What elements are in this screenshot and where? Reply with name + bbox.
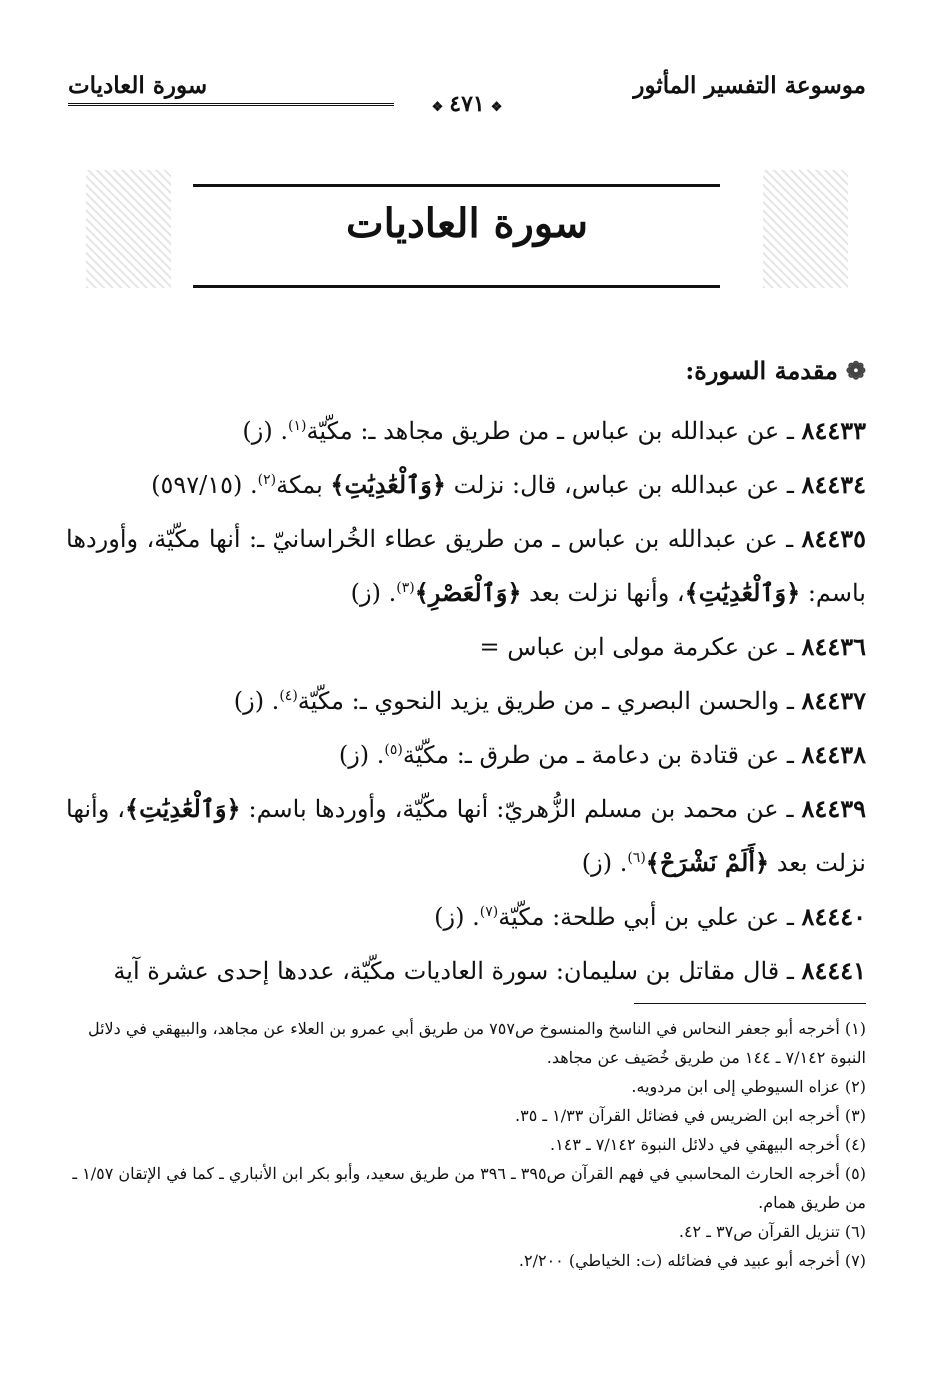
quran-citation: ﴿وَٱلْعَٰدِيَٰتِ﴾ bbox=[684, 578, 801, 607]
footnote: (١) أخرجه أبو جعفر النحاس في الناسخ والمنسوخ ص٧٥٧ من طريق أبي عمرو بن العلاء عن مجاهد، والبيهقي في دلائل النبوة ٧/١٤٢ ـ ١٤٤ من طريق خُصَيف عن مجاهد. bbox=[87, 1019, 866, 1067]
narration-text-cont: ، وأنها نزلت بعد bbox=[66, 795, 866, 877]
narration-source: . (٥٩٧/١٥) bbox=[151, 471, 258, 499]
narration-source: . (ز) bbox=[434, 903, 480, 931]
narration-source: . (ز) bbox=[350, 579, 397, 607]
footnotes bbox=[66, 1014, 866, 1275]
section-heading bbox=[685, 356, 866, 385]
narration-source: . (ز) bbox=[233, 687, 280, 715]
footnote-marker[interactable]: (٣) bbox=[396, 580, 415, 596]
footnote-marker[interactable]: (٥) bbox=[384, 742, 403, 758]
title-rule-top bbox=[193, 184, 720, 187]
narration-source: . (ز) bbox=[338, 741, 385, 769]
narration-source: . (ز) bbox=[242, 417, 288, 445]
ornament-icon: ❖ bbox=[490, 100, 503, 115]
narration-paragraph bbox=[66, 512, 866, 620]
footnote: (٤) أخرجه البيهقي في دلائل النبوة ٧/١٤٢ ـ ١٤٣. bbox=[550, 1135, 866, 1154]
narration-text: ـ والحسن البصري ـ من طريق يزيد النحوي ـ: مكّيّة bbox=[297, 687, 794, 715]
narration-number: ٨٤٤٣٤ bbox=[801, 470, 866, 499]
footnote-marker[interactable]: (١) bbox=[288, 418, 307, 434]
ornament-icon: ❖ bbox=[431, 100, 444, 115]
narration-paragraph bbox=[66, 944, 866, 998]
page-number-row bbox=[0, 91, 934, 117]
footnote: (٣) أخرجه ابن الضريس في فضائل القرآن ١/٣٣ ـ ٣٥. bbox=[515, 1106, 866, 1125]
narration-text: ـ قال مقاتل بن سليمان: سورة العاديات مكّيّة، عددها إحدى عشرة آية bbox=[113, 957, 794, 985]
surah-title: سورة العاديات bbox=[346, 200, 588, 247]
main-text bbox=[66, 404, 866, 998]
quran-citation: ﴿وَٱلْعَٰدِيَٰتِ﴾ bbox=[125, 794, 241, 823]
footnote: (٧) أخرجه أبو عبيد في فضائله (ت: الخياطي) ٢/٢٠٠. bbox=[518, 1251, 866, 1270]
narration-text: ـ عن محمد بن مسلم الزُّهريّ: أنها مكّيّة، وأوردها باسم: bbox=[248, 795, 794, 823]
quran-citation: ﴿وَٱلْعَصْرِ﴾ bbox=[414, 578, 522, 607]
footnote: (٦) تنزيل القرآن ص٣٧ ـ ٤٢. bbox=[678, 1222, 866, 1241]
title-rule-bottom bbox=[193, 285, 720, 288]
narration-text: ـ عن قتادة بن دعامة ـ من طرق ـ: مكّيّة bbox=[402, 741, 794, 769]
narration-number: ٨٤٤٤١ bbox=[801, 956, 866, 985]
narration-text: ـ عن عبدالله بن عباس ـ من طريق مجاهد ـ: مكّيّة bbox=[306, 417, 794, 445]
footnote-marker[interactable]: (٧) bbox=[479, 904, 499, 920]
narration-number: ٨٤٤٣٣ bbox=[801, 416, 866, 445]
footnote-marker[interactable]: (٦) bbox=[627, 850, 646, 866]
narration-text: ـ عن عبدالله بن عباس، قال: نزلت bbox=[453, 471, 794, 499]
footnote-separator bbox=[634, 1003, 866, 1004]
narration-number: ٨٤٤٣٨ bbox=[801, 740, 866, 769]
narration-paragraph bbox=[66, 458, 866, 512]
quran-citation: ﴿أَلَمْ نَشْرَحْ﴾ bbox=[645, 848, 770, 877]
narration-text: ـ عن علي بن أبي طلحة: مكّيّة bbox=[498, 903, 794, 931]
narration-text-cont: ، وأنها نزلت بعد bbox=[529, 579, 685, 607]
narration-number: ٨٤٤٣٩ bbox=[801, 794, 866, 823]
narration-paragraph bbox=[66, 404, 866, 458]
narration-paragraph bbox=[66, 620, 866, 674]
narration-text: ـ عن عبدالله بن عباس ـ من طريق عطاء الخُراسانيّ ـ: أنها مكّيّة، وأوردها باسم: bbox=[66, 525, 866, 607]
page-number: ٤٧١ bbox=[449, 91, 485, 117]
narration-paragraph bbox=[66, 890, 866, 944]
narration-number: ٨٤٤٣٥ bbox=[801, 524, 866, 553]
flower-icon: ❁ bbox=[845, 356, 866, 385]
running-header-surah-title: سورة العاديات bbox=[68, 72, 208, 99]
section-heading-text: مقدمة السورة: bbox=[685, 356, 838, 385]
narration-text: ـ عن عكرمة مولى ابن عباس = bbox=[479, 633, 794, 661]
narration-number: ٨٤٤٣٦ bbox=[801, 632, 866, 661]
narration-number: ٨٤٤٣٧ bbox=[801, 686, 866, 715]
narration-paragraph bbox=[66, 728, 866, 782]
narration-text-cont: بمكة bbox=[276, 471, 323, 499]
footnote-marker[interactable]: (٤) bbox=[279, 688, 298, 704]
narration-source: . (ز) bbox=[581, 849, 628, 877]
footnote: (٢) عزاه السيوطي إلى ابن مردويه. bbox=[631, 1077, 866, 1096]
footnote-marker[interactable]: (٢) bbox=[257, 472, 277, 488]
narration-paragraph bbox=[66, 674, 866, 728]
narration-number: ٨٤٤٤٠ bbox=[801, 902, 866, 931]
quran-citation: ﴿وَٱلْعَٰدِيَٰتِ﴾ bbox=[330, 470, 446, 499]
running-header-book-title: موسوعة التفسير المأثور bbox=[633, 72, 866, 99]
footnote: (٥) أخرجه الحارث المحاسبي في فهم القرآن ص٣٩٥ ـ ٣٩٦ من طريق سعيد، وأبو بكر ابن الأنباري ـ كما في الإتقان ١/٥٧ ـ من طريق همام. bbox=[72, 1164, 866, 1212]
narration-paragraph bbox=[66, 782, 866, 890]
